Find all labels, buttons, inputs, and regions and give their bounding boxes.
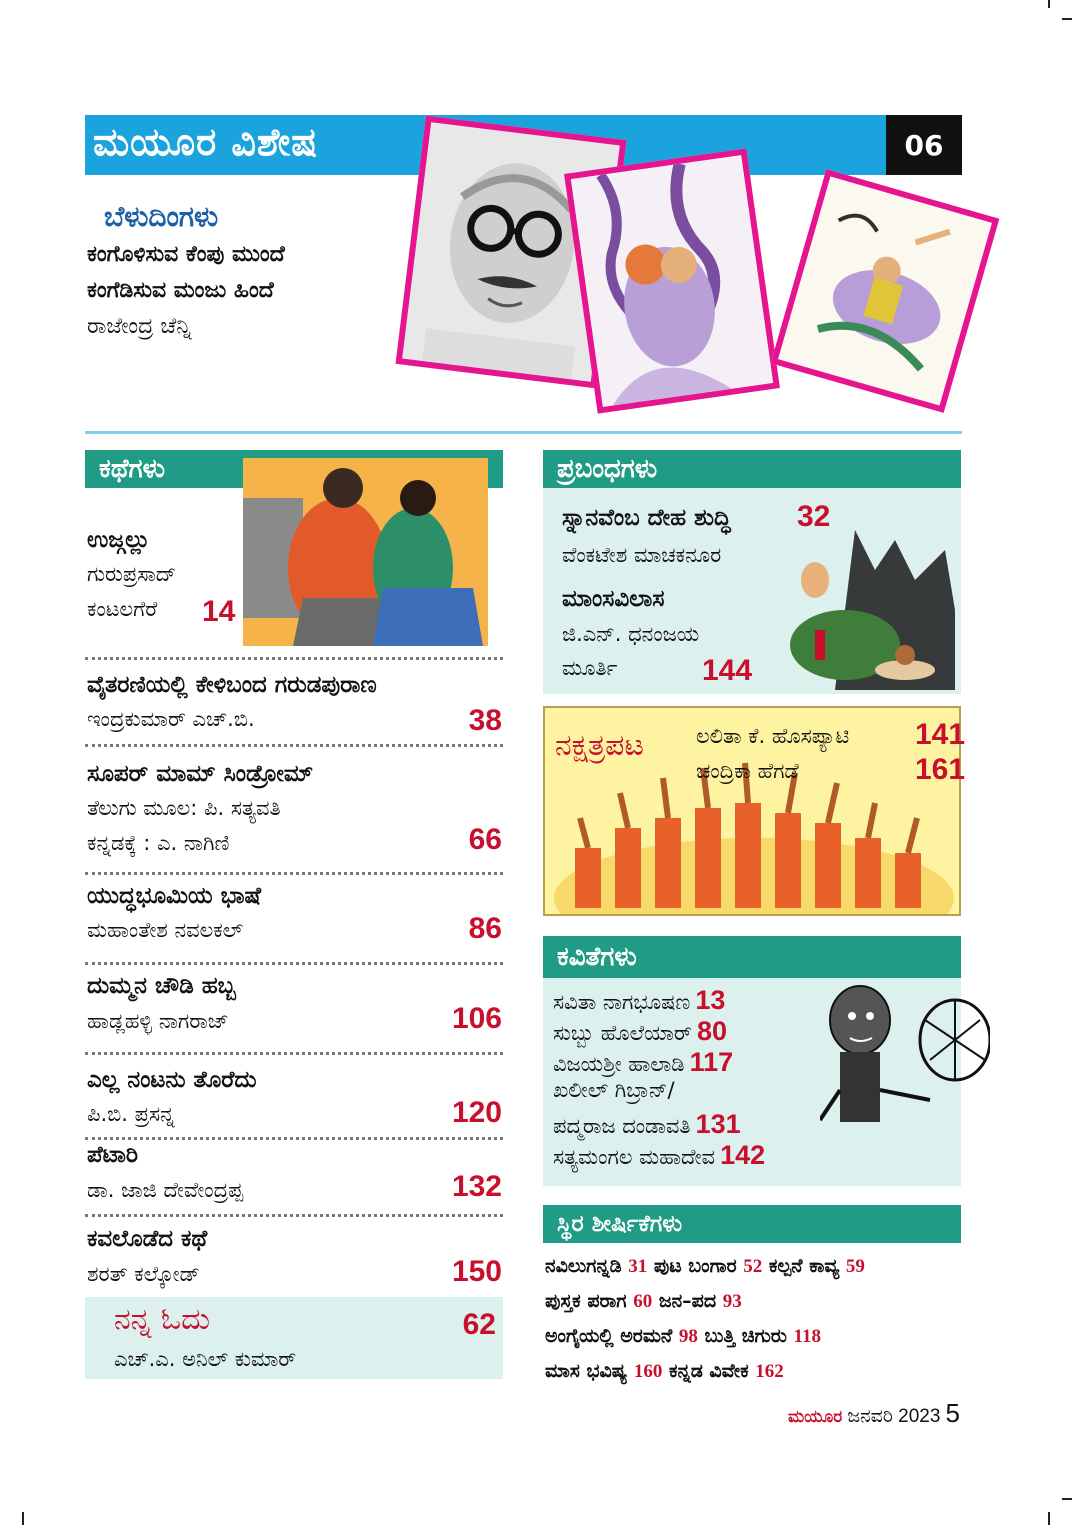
dotted-divider (85, 872, 503, 875)
poems-list (553, 985, 765, 1171)
story-title: ಕವಲೊಡೆದ ಕಥೆ (87, 1226, 208, 1252)
illustration-couple (564, 148, 780, 413)
story-page: 66 (468, 823, 502, 856)
story-author: ಹಾಡ್ಲಹಳ್ಳಿ ನಾಗರಾಜ್ (87, 1009, 229, 1033)
regular-name: ಕಲ್ಪನೆ ಕಾವ್ಯ (768, 1255, 840, 1277)
reader-page: 62 (462, 1308, 496, 1341)
nakshatra-page: 161 (915, 753, 966, 786)
feature-title-line: ಕಂಗೆಡಿಸುವ ಮಂಜು ಹಿಂದೆ (87, 278, 274, 303)
poems-heading: ಕವಿತೆಗಳು (543, 936, 961, 978)
regular-name: ಬುತ್ತಿ ಚಿಗುರು (704, 1325, 787, 1347)
regular-page: 160 (633, 1361, 663, 1382)
nakshatra-heading: ನಕ್ಷತ್ರಪಟ (555, 728, 644, 763)
story-page: 38 (468, 704, 502, 737)
crop-mark (22, 1512, 24, 1525)
regular-page: 162 (755, 1361, 784, 1382)
poem-page: 131 (695, 1109, 741, 1139)
story-title: ವೈತರಣಿಯಲ್ಲಿ ಕೇಳಿಬಂದ ಗರುಡಪುರಾಣ (87, 672, 377, 698)
story-author: ಶರತ್ ಕಲ್ಕೋಡ್ (87, 1262, 200, 1286)
essays-heading: ಪ್ರಬಂಧಗಳು (543, 450, 961, 488)
crop-mark (1062, 1498, 1072, 1500)
illustration-dancers (771, 169, 1000, 413)
story-author: ಕಂಟಲಗೆರೆ (87, 597, 158, 621)
poet-name: ಪದ್ಮರಾಜ ದಂಡಾವತಿ (553, 1114, 691, 1138)
story-page: 150 (451, 1255, 502, 1288)
regulars-line (545, 1284, 865, 1319)
story-title: ಪೆಟಾರಿ (87, 1142, 138, 1168)
story-page: 106 (451, 1002, 502, 1035)
essay-author: ಜಿ.ಎನ್. ಧನಂಜಯ (562, 622, 700, 646)
poems-illustration (820, 980, 990, 1155)
story-title: ಉಜ್ಗಲ್ಲು (87, 527, 151, 553)
story-author: ಕನ್ನಡಕ್ಕೆ : ಎ. ನಾಗಿಣಿ (87, 831, 230, 855)
essay-title: ಸ್ನಾನವೆಂಬ ದೇಹ ಶುದ್ಧಿ (562, 505, 731, 531)
feature-label: ಬೆಳುದಿಂಗಳು (104, 200, 219, 233)
essay-author: ಮೂರ್ತಿ (562, 656, 618, 680)
dotted-divider (85, 744, 503, 747)
section-title: ಮಯೂರ ವಿಶೇಷ (93, 120, 319, 164)
dotted-divider (85, 657, 503, 660)
regular-name: ಜನ–ಪದ (658, 1290, 717, 1312)
dotted-divider (85, 1214, 503, 1217)
dotted-divider (85, 1052, 503, 1055)
regular-name: ನವಿಲುಗನ್ನಡಿ (545, 1255, 622, 1277)
poem-page: 80 (696, 1016, 727, 1046)
story-page: 120 (451, 1096, 502, 1129)
issue-number: 06 (886, 115, 962, 175)
reader-heading: ನನ್ನ ಓದು (114, 1302, 211, 1337)
regular-page: 98 (678, 1326, 698, 1347)
crop-mark (1048, 1512, 1050, 1525)
regulars-line (545, 1319, 865, 1354)
poet-name: ಸವಿತಾ ನಾಗಭೂಷಣ (553, 990, 691, 1014)
essays-illustration (755, 530, 955, 690)
poet-name: ಸುಬ್ಬು ಹೊಲೆಯಾರ್ (553, 1021, 692, 1045)
poem-page: 117 (689, 1047, 734, 1077)
regulars-line (545, 1354, 865, 1389)
reader-author: ಎಚ್.ಎ. ಅನಿಲ್ ಕುಮಾರ್ (114, 1347, 297, 1371)
story-page: 14 (202, 595, 236, 628)
stories-illustration (243, 458, 488, 646)
story-page: 86 (468, 912, 502, 945)
regular-page: 118 (793, 1326, 821, 1347)
regular-page: 59 (845, 1256, 865, 1277)
poet-name: ವಿಜಯಶ್ರೀ ಹಾಲಾಡಿ (553, 1052, 685, 1076)
footer (788, 1398, 960, 1429)
essay-title: ಮಾಂಸವಿಲಾಸ (562, 586, 665, 612)
poem-page: 13 (695, 985, 726, 1015)
regular-name: ಮಾಸ ಭವಿಷ್ಯ (545, 1360, 628, 1382)
regulars-list (545, 1249, 865, 1389)
story-author: ಪಿ.ಬಿ. ಪ್ರಸನ್ನ (87, 1102, 175, 1126)
regular-page: 93 (722, 1291, 742, 1312)
story-title: ಸೂಪರ್ ಮಾಮ್ ಸಿಂಡ್ರೋಮ್ (87, 761, 314, 787)
essay-page: 144 (702, 654, 753, 687)
footer-date: ಜನವರಿ 2023 (847, 1406, 941, 1427)
crop-mark (1062, 18, 1072, 20)
story-title: ಯುದ್ಧಭೂಮಿಯ ಭಾಷೆ (87, 883, 262, 909)
nakshatra-author: ಚಂದ್ರಿಕಾ ಹೆಗಡೆ (696, 759, 799, 783)
story-author: ಗುರುಪ್ರಸಾದ್ (87, 562, 177, 586)
regular-page: 52 (743, 1256, 763, 1277)
crop-mark (1048, 0, 1050, 8)
regular-page: 60 (633, 1291, 653, 1312)
regular-page: 31 (628, 1256, 648, 1277)
story-author: ತೆಲುಗು ಮೂಲ: ಪಿ. ಸತ್ಯವತಿ (87, 796, 281, 820)
story-author: ಮಹಾಂತೇಶ ನವಲಕಲ್ (87, 918, 244, 942)
feature-title-line: ಕಂಗೊಳಿಸುವ ಕೆಂಪು ಮುಂದೆ (87, 242, 285, 267)
section-divider (85, 431, 962, 434)
regulars-line (545, 1249, 865, 1284)
nakshatra-page: 141 (915, 718, 966, 751)
story-title: ದುಮ್ಮನ ಚೌಡಿ ಹಬ್ಬ (87, 973, 236, 999)
nakshatra-author: ಲಲಿತಾ ಕೆ. ಹೊಸಪ್ಯಾಟಿ (696, 724, 850, 748)
stories-heading: ಕಥೆಗಳು (85, 450, 503, 488)
regular-name: ಕನ್ನಡ ವಿವೇಕ (669, 1360, 749, 1382)
poet-name: ಸತ್ಯಮಂಗಲ ಮಹಾದೇವ (553, 1145, 715, 1169)
footer-brand: ಮಯೂರ (788, 1407, 843, 1427)
regular-name: ಅಂಗೈಯಲ್ಲಿ ಅರಮನೆ (545, 1325, 673, 1347)
page-number: 5 (945, 1398, 960, 1428)
regulars-heading: ಸ್ಥಿರ ಶೀರ್ಷಿಕೆಗಳು (543, 1205, 961, 1243)
essay-page: 32 (797, 500, 831, 533)
story-page: 132 (451, 1170, 502, 1203)
feature-author: ರಾಜೇಂದ್ರ ಚೆನ್ನಿ (87, 314, 192, 339)
dotted-divider (85, 1137, 503, 1140)
regular-name: ಪುಟ ಬಂಗಾರ (653, 1255, 737, 1277)
story-title: ಎಲ್ಲ ನಂಟನು ತೊರೆದು (87, 1067, 257, 1093)
essay-author: ವೆಂಕಟೇಶ ಮಾಚಕನೂರ (562, 543, 722, 567)
story-author: ಇಂದ್ರಕುಮಾರ್ ಎಚ್.ಬಿ. (87, 707, 255, 731)
story-author: ಡಾ. ಜಾಜಿ ದೇವೇಂದ್ರಪ್ಪ (87, 1178, 244, 1202)
dotted-divider (85, 962, 503, 965)
regular-name: ಪುಸ್ತಕ ಪರಾಗ (545, 1290, 627, 1312)
poet-name: ಖಲೀಲ್ ಗಿಬ್ರಾನ್/ (553, 1078, 675, 1102)
poem-page: 142 (720, 1140, 766, 1170)
